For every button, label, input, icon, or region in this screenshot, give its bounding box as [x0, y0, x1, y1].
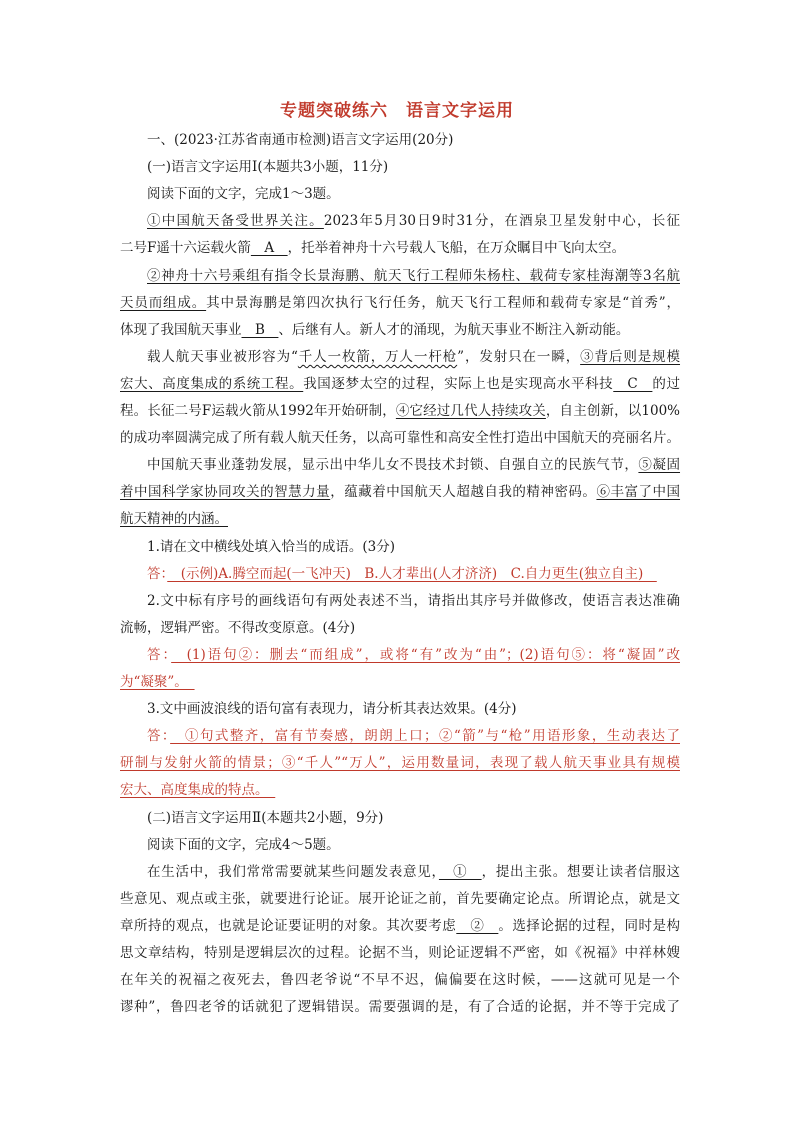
text-line: [120, 320, 680, 340]
text-segment: 体现了我国航天事业: [120, 321, 242, 338]
text-segment: 流畅，逻辑严密。不得改变原意。(4分): [120, 619, 356, 636]
answer-text: 研制与发射火箭的情景；③“千人”“万人”，运用数量词，表现了载人航天事业具有规模: [120, 755, 680, 772]
text-line: [120, 916, 680, 936]
text-line: [147, 537, 680, 557]
text-line: [120, 889, 680, 909]
text-segment: 在生活中，我们常常需要就某些问题发表意见，: [147, 863, 439, 880]
underlined-text: ⑤凝固: [638, 457, 681, 474]
text-segment: 一、(2023·江苏省南通市检测)语言文字运用(20分): [147, 132, 454, 148]
text-segment: (一)语言文字运用Ⅰ(本题共3小题，11分): [147, 159, 389, 176]
text-segment: ，托举着神舟十六号载人飞船，在万众瞩目中飞向太空。: [287, 240, 626, 257]
text-line: [120, 997, 680, 1017]
text-segment: ，提出主张。想要让读者信服这: [481, 863, 681, 880]
underlined-text: ⑥丰富了中国: [596, 484, 681, 501]
answer-text: (1)语句②：删去“而组成”，或将“有”改为“由”；(2)语句⑤：将“凝固”改: [171, 646, 680, 663]
text-line: [147, 266, 680, 286]
text-segment: 章所持的观点，也就是论证要证明的对象。其次要考虑: [120, 917, 457, 934]
text-segment: (二)语言文字运用Ⅱ(本题共2小题，9分): [147, 809, 384, 826]
text-line: [147, 808, 680, 828]
text-line: [120, 401, 680, 421]
text-line: [120, 482, 680, 502]
text-segment: 在年关的祝福之夜死去，鲁四老爷说“不早不迟，偏偏要在这时候，——这就可见是一个: [120, 972, 680, 989]
text-line: [120, 238, 680, 258]
underlined-text: B: [241, 321, 279, 338]
text-segment: 些意见、观点或主张，就要进行论证。展开论证之前，首先要确定论点。所谓论点，就是文: [120, 890, 680, 907]
text-segment: 中国航天事业蓬勃发展，显示出中华儿女不畏技术封锁、自强自立的民族气节，: [147, 457, 639, 474]
text-line: [120, 780, 680, 800]
underlined-text: 千人一枚箭，万人一杆枪: [297, 348, 458, 365]
answer-text: 答：: [147, 646, 172, 663]
text-line: [120, 509, 680, 529]
text-segment: 其中景海鹏是第四次执行飞行任务，航天飞行工程师和载荷专家是“首秀”，: [206, 294, 680, 311]
text-segment: 的成功率圆满完成了所有载人航天任务，以高可靠性和高安全性打造出中国航天的亮丽名片。: [120, 430, 680, 447]
text-segment: 程。长征二号F运载火箭从1992年开始研制，: [120, 403, 396, 419]
text-segment: 谬种”，鲁四老爷的话就犯了逻辑错误。需要强调的是，有了合适的论据，并不等于完成了: [120, 999, 680, 1016]
text-line: [147, 157, 680, 177]
text-line: [120, 753, 680, 773]
text-segment: 。选择论据的过程，同时是构: [498, 917, 681, 934]
underlined-text: A: [250, 240, 288, 257]
text-line: [120, 293, 680, 313]
text-segment: 阅读下面的文字，完成4～5题。: [147, 836, 340, 853]
text-line: [147, 699, 680, 719]
text-segment: 的过: [652, 375, 680, 392]
text-line: [147, 130, 680, 150]
text-segment: 2.文中标有序号的画线语句有两处表述不当，请指出其序号并做修改，使语言表达准确: [147, 592, 680, 609]
underlined-text: 着中国科学家协同攻关的智慧力量: [120, 484, 331, 501]
text-segment: 2023年5月30日9时31分，在酒泉卫星发射中心，长征: [323, 213, 681, 230]
answer-text: 答：: [147, 728, 171, 745]
text-line: [147, 347, 680, 367]
underlined-text: ①中国航天备受世界关注。: [147, 213, 324, 230]
text-segment: 、后继有人。新人才的涌现，为航天事业不断注入新动能。: [278, 321, 630, 338]
text-segment: 二号F遥十六运载火箭: [120, 240, 251, 257]
text-line: [147, 211, 680, 231]
text-line: [147, 184, 680, 204]
text-segment: 我国逐梦太空的过程，实际上也是实现高水平科技: [303, 375, 614, 392]
underlined-text: ④它经过几代人持续攻关: [395, 403, 546, 419]
text-line: [147, 645, 680, 665]
underlined-text: ①: [438, 863, 482, 880]
text-line: [120, 428, 680, 448]
text-segment: ，自主创新，以100%: [545, 403, 680, 419]
underlined-text: 航天精神的内涵。: [120, 511, 228, 528]
text-line: [120, 618, 680, 638]
underlined-text: 天员而组成。: [120, 294, 207, 311]
text-line: [147, 591, 680, 611]
underlined-text: ③背后则是规模: [580, 348, 681, 365]
answer-text: 宏大、高度集成的特点。: [120, 782, 276, 799]
underlined-text: 宏大、高度集成的系统工程。: [120, 375, 304, 392]
text-line: [120, 672, 680, 692]
underlined-text: ②神舟十六号乘组有指令长景海鹏、航天飞行工程师朱杨柱、载荷专家桂海潮等3名航: [147, 267, 680, 284]
text-line: [120, 970, 680, 990]
answer-text: 为“凝聚”。: [120, 674, 195, 690]
text-segment: 3.文中画波浪线的语句富有表现力，请分析其表达效果。(4分): [147, 701, 517, 718]
text-line: [147, 835, 680, 855]
text-line: [147, 564, 680, 584]
text-line: [147, 862, 680, 882]
text-segment: 载人航天事业被形容为“: [147, 348, 298, 365]
answer-text: (示例)A.腾空而起(一飞冲天) B.人才辈出(人才济济) C.自力更生(独立自主): [167, 565, 657, 582]
underlined-text: C: [613, 375, 653, 392]
answer-text: ①句式整齐，富有节奏感，朗朗上口；②“箭”与“枪”用语形象，生动表达了: [170, 728, 680, 745]
text-line: [147, 726, 680, 746]
text-segment: 1.请在文中横线处填入恰当的成语。(3分): [147, 538, 396, 555]
text-segment: ”，发射只在一瞬，: [457, 348, 581, 365]
text-line: [120, 943, 680, 963]
text-line: [120, 374, 680, 394]
underlined-text: ②: [456, 917, 499, 934]
text-segment: 思文章结构，特别是逻辑层次的过程。论据不当，则论证逻辑不严密，如《祝福》中祥林嫂: [120, 945, 680, 961]
answer-text: 答：: [147, 565, 168, 582]
page-title: 专题突破练六 语言文字运用: [280, 101, 514, 121]
text-segment: ，蕴藏着中国航天人超越自我的精神密码。: [330, 484, 597, 501]
text-line: [147, 455, 680, 475]
text-segment: 阅读下面的文字，完成1～3题。: [147, 186, 340, 203]
